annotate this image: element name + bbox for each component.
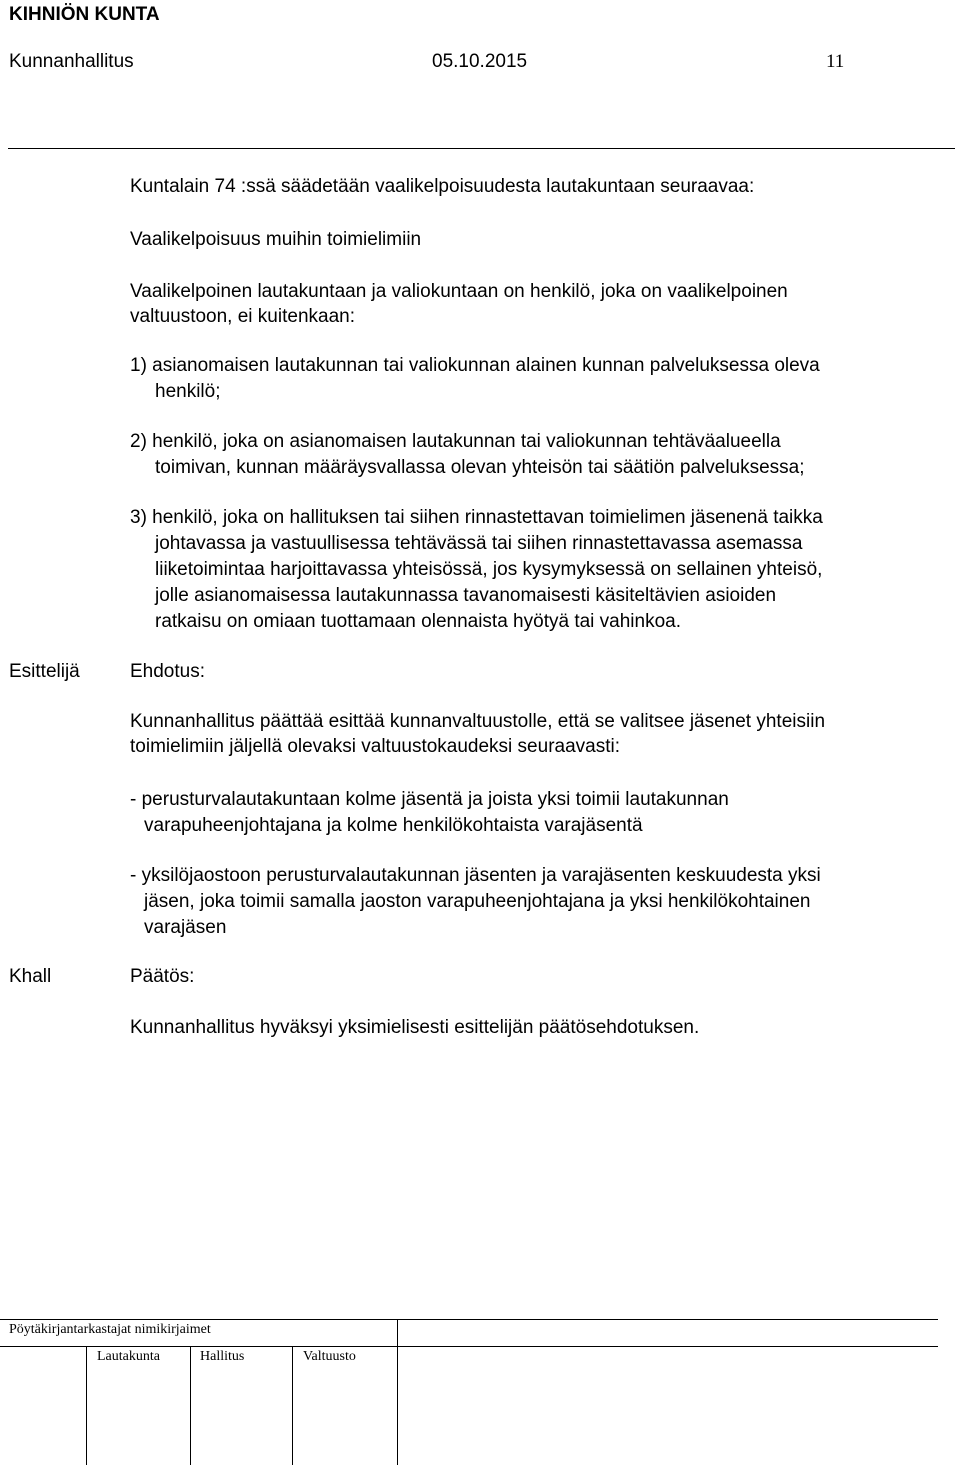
meeting-body: Kunnanhallitus	[9, 51, 134, 72]
footer-mid-line	[0, 1346, 938, 1347]
decision-side-label: Khall	[9, 966, 52, 987]
footer-column-divider	[190, 1346, 191, 1465]
proposal-text-line-2: toimielimiin jäljellä olevaksi valtuustokaudeksi seuraavasti:	[130, 736, 621, 757]
list-item	[130, 353, 820, 405]
proposal-bullet-line: jäsen, joka toimii samalla jaoston varapuheenjohtajana ja yksi henkilökohtainen	[144, 891, 811, 912]
list-item	[130, 505, 823, 635]
page-number: 11	[826, 51, 845, 72]
proposal-text-line-1: Kunnanhallitus päättää esittää kunnanvaltuustolle, että se valitsee jäsenet yhteisiin	[130, 711, 826, 732]
organization-name: KIHNIÖN KUNTA	[9, 4, 160, 25]
list-item-line: jolle asianomaisessa lautakunnassa tavanomaisesti käsiteltävien asioiden	[155, 585, 777, 606]
proposal-bullet	[130, 863, 821, 941]
footer-title: Pöytäkirjantarkastajat nimikirjaimet	[9, 1322, 211, 1337]
list-item	[130, 429, 805, 481]
footer-column-divider	[86, 1346, 87, 1465]
footer-top-line	[0, 1319, 938, 1320]
footer-column-divider	[292, 1346, 293, 1465]
list-item-line: toimivan, kunnan määräysvallassa olevan yhteisön tai säätiön palveluksessa;	[155, 457, 805, 478]
rule-line-1: Vaalikelpoinen lautakuntaan ja valiokuntaan on henkilö, joka on vaalikelpoinen	[130, 281, 788, 302]
header-divider	[8, 148, 955, 149]
signature-footer	[0, 1319, 938, 1465]
rule-line-2: valtuustoon, ei kuitenkaan:	[130, 306, 355, 327]
proposal-bullet-line: - yksilöjaostoon perusturvalautakunnan jäsenten ja varajäsenten keskuudesta yksi	[130, 865, 821, 886]
footer-divider	[397, 1319, 398, 1346]
presenter-label: Esittelijä	[9, 661, 80, 682]
list-item-line: ratkaisu on omiaan tuottamaan olennaista hyötyä tai vahinkoa.	[155, 611, 681, 632]
proposal-bullet-line: varajäsen	[144, 917, 227, 938]
decision-text: Kunnanhallitus hyväksyi yksimielisesti esittelijän päätösehdotuksen.	[130, 1017, 700, 1038]
footer-column-valtuusto: Valtuusto	[303, 1349, 356, 1364]
proposal-bullet-line: varapuheenjohtajana ja kolme henkilökohtaista varajäsentä	[144, 815, 643, 836]
meeting-date: 05.10.2015	[432, 51, 528, 72]
list-item-line: 3) henkilö, joka on hallituksen tai siihen rinnastettavan toimielimen jäsenenä taikka	[130, 507, 823, 528]
intro-text: Kuntalain 74 :ssä säädetään vaalikelpoisuudesta lautakuntaan seuraavaa:	[130, 176, 755, 197]
decision-heading: Päätös:	[130, 966, 195, 987]
list-item-line: 2) henkilö, joka on asianomaisen lautakunnan tai valiokunnan tehtäväalueella	[130, 431, 781, 452]
footer-column-divider	[397, 1346, 398, 1465]
list-item-line: johtavassa ja vastuullisessa tehtävässä tai siihen rinnastettavassa asemassa	[155, 533, 803, 554]
list-item-line: 1) asianomaisen lautakunnan tai valiokunnan alainen kunnan palveluksessa oleva	[130, 355, 820, 376]
list-item-line: liiketoimintaa harjoittavassa yhteisössä, jos kysymyksessä on sellainen yhteisö,	[155, 559, 823, 580]
footer-column-lautakunta: Lautakunta	[97, 1349, 160, 1364]
proposal-heading: Ehdotus:	[130, 661, 205, 682]
list-item-line: henkilö;	[155, 381, 221, 402]
footer-column-hallitus: Hallitus	[200, 1349, 245, 1364]
proposal-bullet-line: - perusturvalautakuntaan kolme jäsentä ja joista yksi toimii lautakunnan	[130, 789, 729, 810]
proposal-bullet	[130, 787, 729, 839]
section-title: Vaalikelpoisuus muihin toimielimiin	[130, 229, 422, 250]
